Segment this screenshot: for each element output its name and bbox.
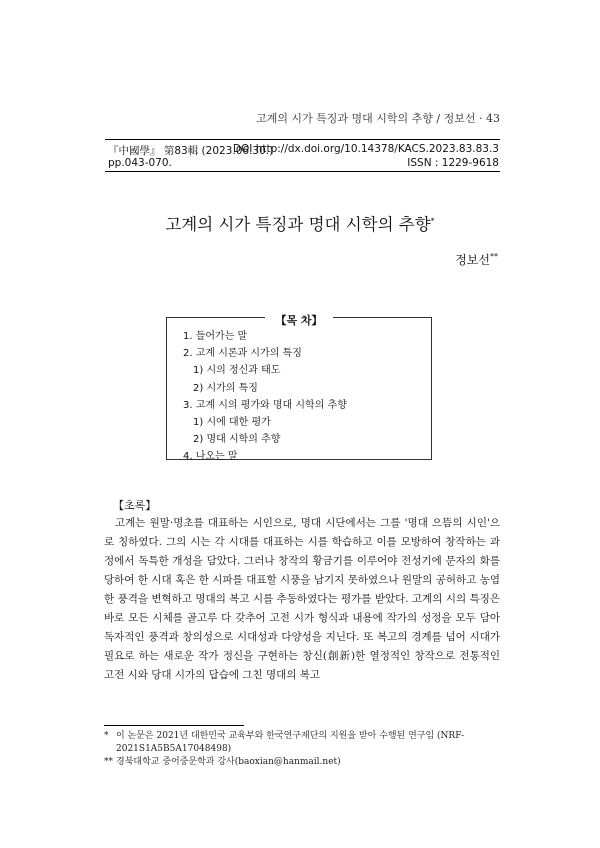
page-range: pp.043-070. <box>108 157 172 169</box>
footnote-rule <box>104 725 244 726</box>
toc-subitem: 2) 명대 시학의 추향 <box>193 434 281 446</box>
author-name: 정보선 <box>455 253 490 267</box>
meta-rule-top <box>105 139 500 140</box>
footnote-mark: * <box>104 731 109 741</box>
footnote-2 <box>104 756 504 769</box>
title-footnote-mark: * <box>430 216 435 226</box>
toc-subitem: 2) 시가의 특징 <box>193 382 258 394</box>
journal-info: 『中國學』 第83輯 (2023.06.30.) <box>108 145 274 157</box>
abstract-label: 【초록】 <box>113 499 157 512</box>
author <box>455 251 498 268</box>
footnotes <box>104 730 504 769</box>
abstract-body <box>104 514 500 685</box>
paper-title-text: 고계의 시가 특징과 명대 시학의 추향 <box>165 215 431 234</box>
toc-item: 1. 들어가는 말 <box>183 331 248 342</box>
toc-item: 2. 고계 시론과 시가의 특징 <box>183 348 302 360</box>
footnote-text: 이 논문은 2021년 대한민국 교육부와 한국연구재단의 지원을 받아 수행된 연구임 (NRF-2021S1A5B5A17048498) <box>116 731 465 754</box>
running-head: 고계의 시가 특징과 명대 시학의 추향 / 정보선 · 43 <box>256 112 500 125</box>
table-of-contents <box>166 314 432 463</box>
footnote-1 <box>104 730 504 756</box>
abstract-text: 고계는 원말·명초를 대표하는 시인으로, 명대 시단에서는 그를 '명대 으뜸의 시인'으로 칭하였다. 그의 시는 각 시대를 대표하는 시를 학습하고 이를 모방하여 창작하는 과정에서 독특한 개성을 담았다. 그러나 창작의 황금기를 이루어야 전성기에 문자의 화를 당하여 한 시대 혹은 한 시파를 대표할 시풍을 남기지 못하였으나 원말의 공허하고 농염한 풍격을 변혁하고 명대의 복고 시를 추동하였다는 평가를 받았다. 고계의 시의 특징은 바로 모든 시체를 골고루 다 갖추어 고전 시가 형식과 내용에 작가의 성정을 모두 담아 독자적인 풍격과 창의성으로 시대성과 다양성을 지닌다. 또 복고의 경계를 넘어 시대가 필요로 하는 새로운 작가 정신을 구현하는 창신(創新)한 열정적인 창작으로 전통적인 고전 시와 당대 시가의 답습에 그친 명대의 복고 <box>104 517 500 681</box>
doi-link[interactable]: DOI http://dx.doi.org/10.14378/KACS.2023.83.83.3 <box>232 143 499 155</box>
toc-item: 4. 나오는 말 <box>183 451 238 463</box>
footnote-text: 경북대학교 중어중문학과 강사(baoxian@hanmail.net) <box>116 757 341 767</box>
meta-rule-bottom <box>105 171 500 172</box>
paper-title <box>0 211 600 235</box>
author-footnote-mark: ** <box>490 252 498 261</box>
toc-subitem: 1) 시의 정신과 태도 <box>193 365 281 377</box>
toc-heading-wrap <box>167 309 431 328</box>
toc-heading: 【목 차】 <box>265 314 332 327</box>
toc-subitem: 1) 시에 대한 평가 <box>193 416 271 428</box>
issn: ISSN : 1229-9618 <box>407 157 499 169</box>
footnote-mark: ** <box>104 757 113 767</box>
toc-list <box>183 328 347 466</box>
toc-item: 3. 고계 시의 평가와 명대 시학의 추향 <box>183 399 347 411</box>
